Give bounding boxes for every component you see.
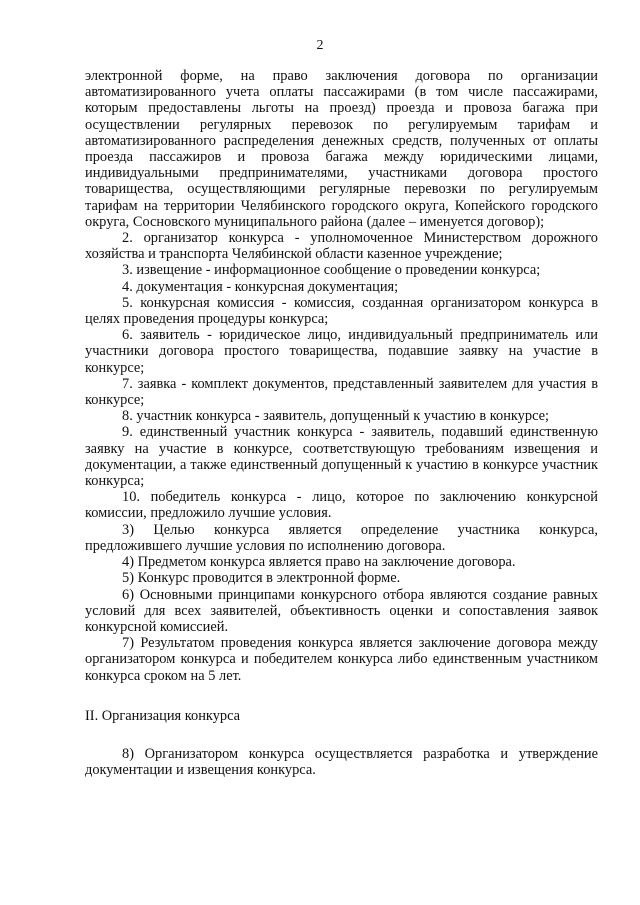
paragraph-clause-6-principles: 6) Основными принципами конкурсного отбора являются создание равных условий для всех заявителей, объективность оценки и сопоставления заявок конкурсной комиссией. (85, 586, 598, 635)
paragraph-clause-3-purpose: 3) Целью конкурса является определение участника конкурса, предложившего лучшие условия по исполнению договора. (85, 521, 598, 554)
paragraph-definition-documentation: 4. документация - конкурсная документация; (122, 278, 399, 295)
page-number: 2 (316, 38, 324, 53)
paragraph-definition-applicant: 6. заявитель - юридическое лицо, индивидуальный предприниматель или участники договора простого товарищества, подавшие заявку на участие в конкурсе; (85, 327, 598, 376)
paragraph-definition-notice: 3. извещение - информационное сообщение о проведении конкурса; (122, 262, 541, 279)
paragraph-clause-5-electronic: 5) Конкурс проводится в электронной форме. (122, 570, 401, 587)
paragraph-clause-7-result: 7) Результатом проведения конкурса является заключение договора между организатором конкурса и победителем конкурса либо единственным участником конкурса сроком на 5 лет. (85, 635, 598, 684)
section-heading: II. Организация конкурса (85, 707, 241, 724)
paragraph-definition-application: 7. заявка - комплект документов, представленный заявителем для участия в конкурсе; (85, 375, 598, 409)
paragraph-definition-commission: 5. конкурсная комиссия - комиссия, созданная организатором конкурса в целях проведения процедуры конкурса; (85, 294, 598, 328)
paragraph-definition-participant: 8. участник конкурса - заявитель, допущенный к участию в конкурсе; (122, 408, 550, 425)
paragraph-definition-sole-participant: 9. единственный участник конкурса - заявитель, подавший единственную заявку на участие в конкурсе, соответствующую требованиям извещения и документации, а также единственный допущенный к участию в конкурсе участник конкурса; (85, 424, 598, 490)
paragraph-definition-organizer: 2. организатор конкурса - уполномоченное Министерством дорожного хозяйства и транспорта Челябинской области казенное учреждение; (85, 230, 598, 263)
paragraph-clause-4-subject: 4) Предметом конкурса является право на заключение договора. (122, 554, 516, 571)
paragraph-clause-8-organizer-duties: 8) Организатором конкурса осуществляется разработка и утверждение документации и извещения конкурса. (85, 745, 598, 779)
document-body (85, 68, 598, 778)
paragraph-definition-1-continued: электронной форме, на право заключения договора по организации автоматизированного учета оплаты пассажирами (в том числе пассажирами, которым предоставлены льготы на проезд) проезда и провоза багажа при осуществлении регулярных перевозок по регулируемым тарифам и автоматизированного распределения денежных средств, полученных от оплаты проезда пассажиров и провоза багажа между юридическими лицами, индивидуальными предпринимателями, участниками договора простого товарищества, осуществляющими регулярные перевозки по регулируемым тарифам на территории Челябинского городского округа, Копейского городского округа, Сосновского муниципального района (далее – именуется договор); (85, 68, 598, 230)
paragraph-definition-winner: 10. победитель конкурса - лицо, которое по заключению конкурсной комиссии, предложило лучшие условия. (85, 489, 598, 522)
